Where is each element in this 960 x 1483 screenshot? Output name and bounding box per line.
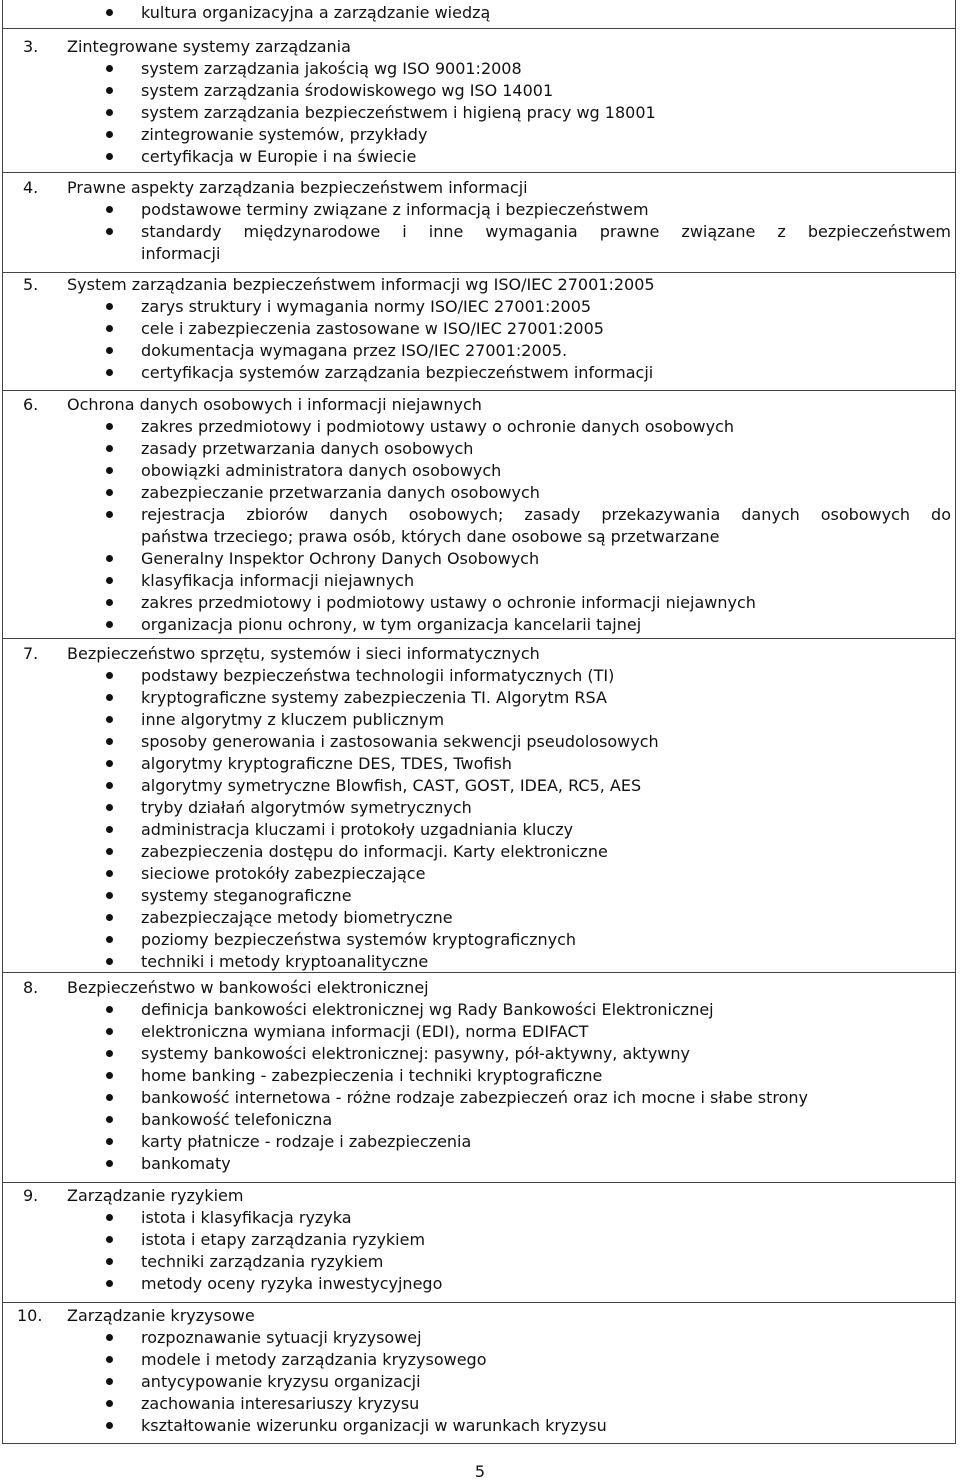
- bullet-icon: [106, 826, 113, 833]
- list-item: administracja kluczami i protokoły uzgadniania kluczy: [141, 820, 574, 839]
- bullet-icon: [106, 65, 113, 72]
- list-item: kształtowanie wizerunku organizacji w warunkach kryzysu: [141, 1416, 607, 1435]
- bullet-icon: [106, 153, 113, 160]
- section-7: [2, 638, 956, 973]
- list-item: certyfikacja w Europie i na świecie: [141, 147, 417, 166]
- list-item-continuation: informacji: [141, 244, 221, 263]
- list-item: dokumentacja wymagana przez ISO/IEC 27001:2005.: [141, 341, 568, 360]
- section-title: Zintegrowane systemy zarządzania: [67, 37, 351, 56]
- bullet-icon: [106, 1160, 113, 1167]
- list-item: zakres przedmiotowy i podmiotowy ustawy o ochronie danych osobowych: [141, 417, 735, 436]
- bullet-icon: [106, 914, 113, 921]
- bullet-icon: [106, 936, 113, 943]
- bullet-icon: [106, 716, 113, 723]
- list-item: sposoby generowania i zastosowania sekwencji pseudolosowych: [141, 732, 659, 751]
- bullet-icon: [106, 958, 113, 965]
- list-item: system zarządzania środowiskowego wg ISO 14001: [141, 81, 554, 100]
- list-item: klasyfikacja informacji niejawnych: [141, 571, 415, 590]
- list-item: kultura organizacyjna a zarządzanie wiedzą: [141, 3, 491, 22]
- bullet-icon: [106, 1236, 113, 1243]
- section-4: [2, 172, 956, 273]
- section-number: 7.: [23, 644, 39, 663]
- section-number: 4.: [23, 178, 39, 197]
- list-item: karty płatnicze - rodzaje i zabezpieczenia: [141, 1132, 472, 1151]
- list-item: organizacja pionu ochrony, w tym organizacja kancelarii tajnej: [141, 615, 642, 634]
- list-item: elektroniczna wymiana informacji (EDI), norma EDIFACT: [141, 1022, 589, 1041]
- list-item: obowiązki administratora danych osobowych: [141, 461, 502, 480]
- bullet-icon: [106, 760, 113, 767]
- list-item: inne algorytmy z kluczem publicznym: [141, 710, 445, 729]
- list-item: algorytmy kryptograficzne DES, TDES, Twofish: [141, 754, 512, 773]
- bullet-icon: [106, 1006, 113, 1013]
- bullet-icon: [106, 1334, 113, 1341]
- list-item: poziomy bezpieczeństwa systemów kryptograficznych: [141, 930, 577, 949]
- list-item: rozpoznawanie sytuacji kryzysowej: [141, 1328, 422, 1347]
- list-item: tryby działań algorytmów symetrycznych: [141, 798, 472, 817]
- section-title: Zarządzanie ryzykiem: [67, 1186, 244, 1205]
- bullet-icon: [106, 782, 113, 789]
- list-item: techniki zarządzania ryzykiem: [141, 1252, 384, 1271]
- bullet-icon: [106, 467, 113, 474]
- bullet-icon: [106, 325, 113, 332]
- bullet-icon: [106, 1258, 113, 1265]
- list-item: Generalny Inspektor Ochrony Danych Osobowych: [141, 549, 540, 568]
- section-title: Prawne aspekty zarządzania bezpieczeństwem informacji: [67, 178, 528, 197]
- list-item: zakres przedmiotowy i podmiotowy ustawy o ochronie informacji niejawnych: [141, 593, 756, 612]
- section-number: 9.: [23, 1186, 39, 1205]
- bullet-icon: [106, 206, 113, 213]
- section-3: [2, 28, 956, 173]
- list-item: certyfikacja systemów zarządzania bezpieczeństwem informacji: [141, 363, 654, 382]
- bullet-icon: [106, 738, 113, 745]
- list-item: metody oceny ryzyka inwestycyjnego: [141, 1274, 443, 1293]
- section-number: 5.: [23, 275, 39, 294]
- list-item: standardy międzynarodowe i inne wymagania prawne związane z bezpieczeństwem: [141, 222, 951, 241]
- list-item: istota i etapy zarządzania ryzykiem: [141, 1230, 426, 1249]
- list-item: modele i metody zarządzania kryzysowego: [141, 1350, 487, 1369]
- bullet-icon: [106, 1400, 113, 1407]
- list-item: sieciowe protokóły zabezpieczające: [141, 864, 426, 883]
- bullet-icon: [106, 511, 113, 518]
- bullet-icon: [106, 1072, 113, 1079]
- section-title: Zarządzanie kryzysowe: [67, 1306, 255, 1325]
- list-item: techniki i metody kryptoanalityczne: [141, 952, 429, 971]
- section-8: [2, 972, 956, 1183]
- list-item: home banking - zabezpieczenia i techniki kryptograficzne: [141, 1066, 603, 1085]
- bullet-icon: [106, 489, 113, 496]
- bullet-icon: [106, 870, 113, 877]
- bullet-icon: [106, 303, 113, 310]
- bullet-icon: [106, 1280, 113, 1287]
- bullet-icon: [106, 1422, 113, 1429]
- bullet-icon: [106, 1214, 113, 1221]
- list-item: systemy steganograficzne: [141, 886, 352, 905]
- section-5: [2, 272, 956, 391]
- section-number: 8.: [23, 978, 39, 997]
- bullet-icon: [106, 445, 113, 452]
- section-number: 10.: [17, 1306, 43, 1325]
- bullet-icon: [106, 621, 113, 628]
- section-previous-continuation: [2, 0, 956, 29]
- section-title: System zarządzania bezpieczeństwem informacji wg ISO/IEC 27001:2005: [67, 275, 655, 294]
- bullet-icon: [106, 804, 113, 811]
- section-number: 6.: [23, 395, 39, 414]
- bullet-icon: [106, 423, 113, 430]
- list-item: system zarządzania jakością wg ISO 9001:2008: [141, 59, 522, 78]
- bullet-icon: [106, 1094, 113, 1101]
- section-10: [2, 1302, 956, 1444]
- list-item-continuation: państwa trzeciego; prawa osób, których dane osobowe są przetwarzane: [141, 527, 720, 546]
- section-number: 3.: [23, 37, 39, 56]
- bullet-icon: [106, 555, 113, 562]
- list-item: zasady przetwarzania danych osobowych: [141, 439, 474, 458]
- list-item: zabezpieczenia dostępu do informacji. Karty elektroniczne: [141, 842, 608, 861]
- section-title: Ochrona danych osobowych i informacji niejawnych: [67, 395, 482, 414]
- list-item: cele i zabezpieczenia zastosowane w ISO/IEC 27001:2005: [141, 319, 604, 338]
- bullet-icon: [106, 1138, 113, 1145]
- list-item: podstawowe terminy związane z informacją i bezpieczeństwem: [141, 200, 649, 219]
- section-9: [2, 1182, 956, 1303]
- list-item: podstawy bezpieczeństwa technologii informatycznych (TI): [141, 666, 615, 685]
- list-item: bankowość telefoniczna: [141, 1110, 333, 1129]
- list-item: algorytmy symetryczne Blowfish, CAST, GOST, IDEA, RC5, AES: [141, 776, 642, 795]
- bullet-icon: [106, 1028, 113, 1035]
- bullet-icon: [106, 131, 113, 138]
- list-item: zintegrowanie systemów, przykłady: [141, 125, 428, 144]
- list-item: systemy bankowości elektronicznej: pasywny, pół-aktywny, aktywny: [141, 1044, 690, 1063]
- list-item: zabezpieczające metody biometryczne: [141, 908, 453, 927]
- bullet-icon: [106, 87, 113, 94]
- list-item: zabezpieczanie przetwarzania danych osobowych: [141, 483, 540, 502]
- list-item: istota i klasyfikacja ryzyka: [141, 1208, 352, 1227]
- list-item: system zarządzania bezpieczeństwem i higieną pracy wg 18001: [141, 103, 656, 122]
- list-item: antycypowanie kryzysu organizacji: [141, 1372, 421, 1391]
- bullet-icon: [106, 1050, 113, 1057]
- bullet-icon: [106, 694, 113, 701]
- section-6: [2, 390, 956, 639]
- bullet-icon: [106, 347, 113, 354]
- bullet-icon: [106, 109, 113, 116]
- list-item: kryptograficzne systemy zabezpieczenia TI. Algorytm RSA: [141, 688, 607, 707]
- bullet-icon: [106, 228, 113, 235]
- section-title: Bezpieczeństwo w bankowości elektronicznej: [67, 978, 429, 997]
- list-item: zarys struktury i wymagania normy ISO/IEC 27001:2005: [141, 297, 592, 316]
- bullet-icon: [106, 599, 113, 606]
- bullet-icon: [106, 672, 113, 679]
- bullet-icon: [106, 1116, 113, 1123]
- section-title: Bezpieczeństwo sprzętu, systemów i sieci informatycznych: [67, 644, 540, 663]
- bullet-icon: [106, 9, 113, 16]
- bullet-icon: [106, 369, 113, 376]
- page-number: 5: [474, 1462, 486, 1481]
- list-item: zachowania interesariuszy kryzysu: [141, 1394, 420, 1413]
- list-item: definicja bankowości elektronicznej wg Rady Bankowości Elektronicznej: [141, 1000, 714, 1019]
- list-item: rejestracja zbiorów danych osobowych; zasady przekazywania danych osobowych do: [141, 505, 951, 524]
- bullet-icon: [106, 1356, 113, 1363]
- list-item: bankowość internetowa - różne rodzaje zabezpieczeń oraz ich mocne i słabe strony: [141, 1088, 809, 1107]
- bullet-icon: [106, 1378, 113, 1385]
- bullet-icon: [106, 892, 113, 899]
- bullet-icon: [106, 848, 113, 855]
- list-item: bankomaty: [141, 1154, 231, 1173]
- bullet-icon: [106, 577, 113, 584]
